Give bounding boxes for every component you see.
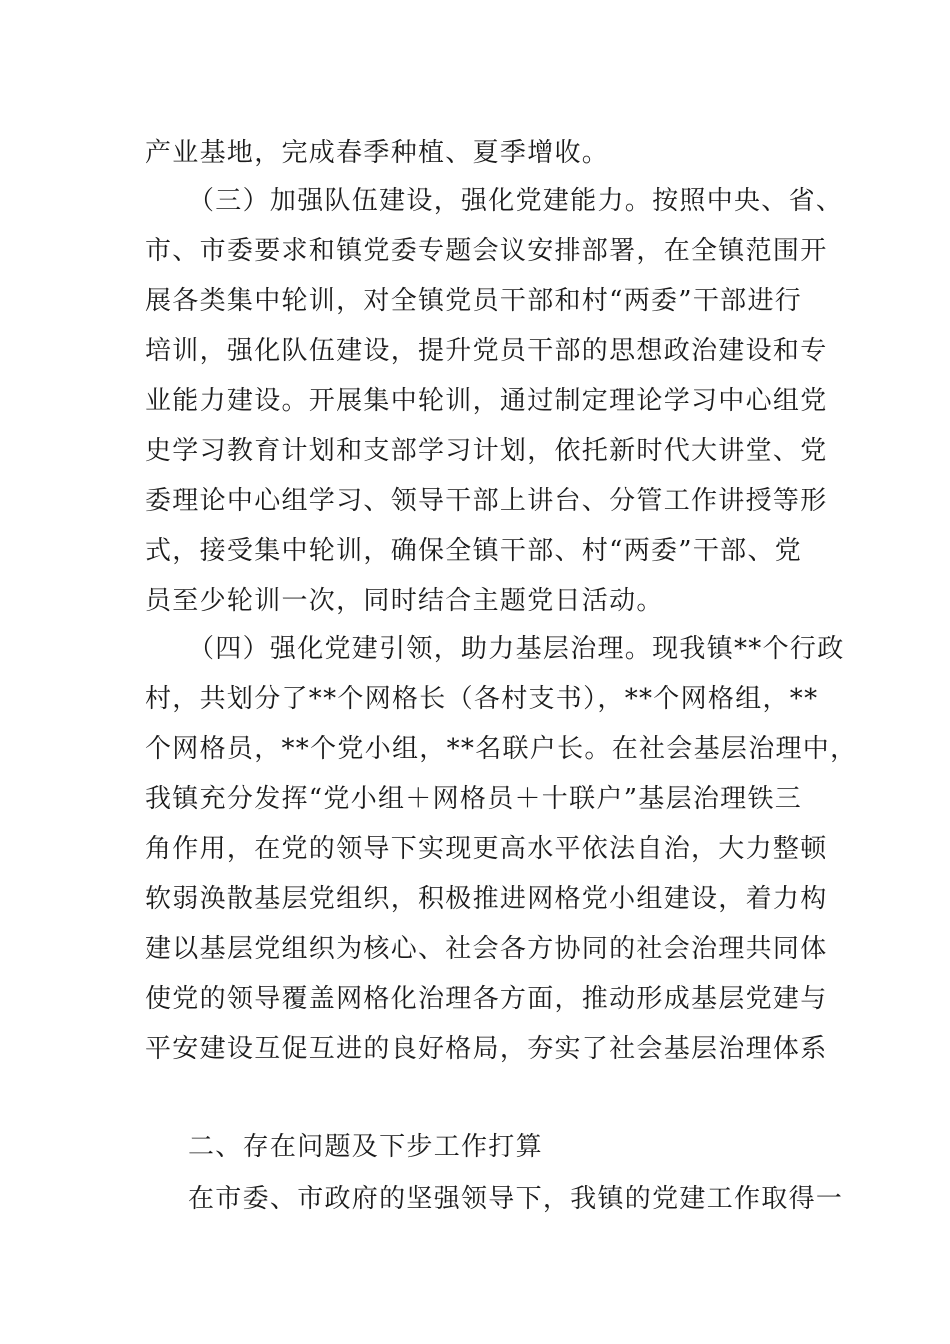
- text-line: 展各类集中轮训，对全镇党员干部和村“两委”干部进行: [145, 286, 803, 316]
- text-line: 业能力建设。开展集中轮训，通过制定理论学习中心组党: [145, 386, 828, 416]
- text-line: 平安建设互促互进的良好格局，夯实了社会基层治理体系: [145, 1034, 828, 1064]
- text-line: 我镇充分发挥“党小组＋网格员＋十联户”基层治理铁三: [145, 784, 803, 814]
- text-line: 委理论中心组学习、领导干部上讲台、分管工作讲授等形: [145, 486, 828, 516]
- text-line: 员至少轮训一次，同时结合主题党日活动。: [145, 586, 664, 616]
- text-line: 使党的领导覆盖网格化治理各方面，推动形成基层党建与: [145, 984, 828, 1014]
- text-line: 在市委、市政府的坚强领导下，我镇的党建工作取得一: [188, 1184, 844, 1214]
- paragraph-three-heading: （三）加强队伍建设，强化党建能力。按照中央、省、: [188, 186, 844, 216]
- text-line: 产业基地，完成春季种植、夏季增收。: [145, 138, 610, 168]
- paragraph-four-heading: （四）强化党建引领，助力基层治理。现我镇**个行政: [188, 634, 845, 664]
- text-line: 史学习教育计划和支部学习计划，依托新时代大讲堂、党: [145, 436, 828, 466]
- text-line: 村，共划分了**个网格长（各村支书），**个网格组，**: [145, 684, 819, 714]
- text-line: 软弱涣散基层党组织，积极推进网格党小组建设，着力构: [145, 884, 828, 914]
- text-line: 建以基层党组织为核心、社会各方协同的社会治理共同体: [145, 934, 828, 964]
- section-two-heading: 二、存在问题及下步工作打算: [188, 1132, 543, 1162]
- text-line: 式，接受集中轮训，确保全镇干部、村“两委”干部、党: [145, 536, 803, 566]
- text-line: 角作用，在党的领导下实现更高水平依法自治，大力整顿: [145, 834, 828, 864]
- text-line: 个网格员，**个党小组，**名联户长。在社会基层治理中，: [145, 734, 858, 764]
- text-line: 培训，强化队伍建设，提升党员干部的思想政治建设和专: [145, 336, 828, 366]
- text-line: 市、市委要求和镇党委专题会议安排部署，在全镇范围开: [145, 236, 828, 266]
